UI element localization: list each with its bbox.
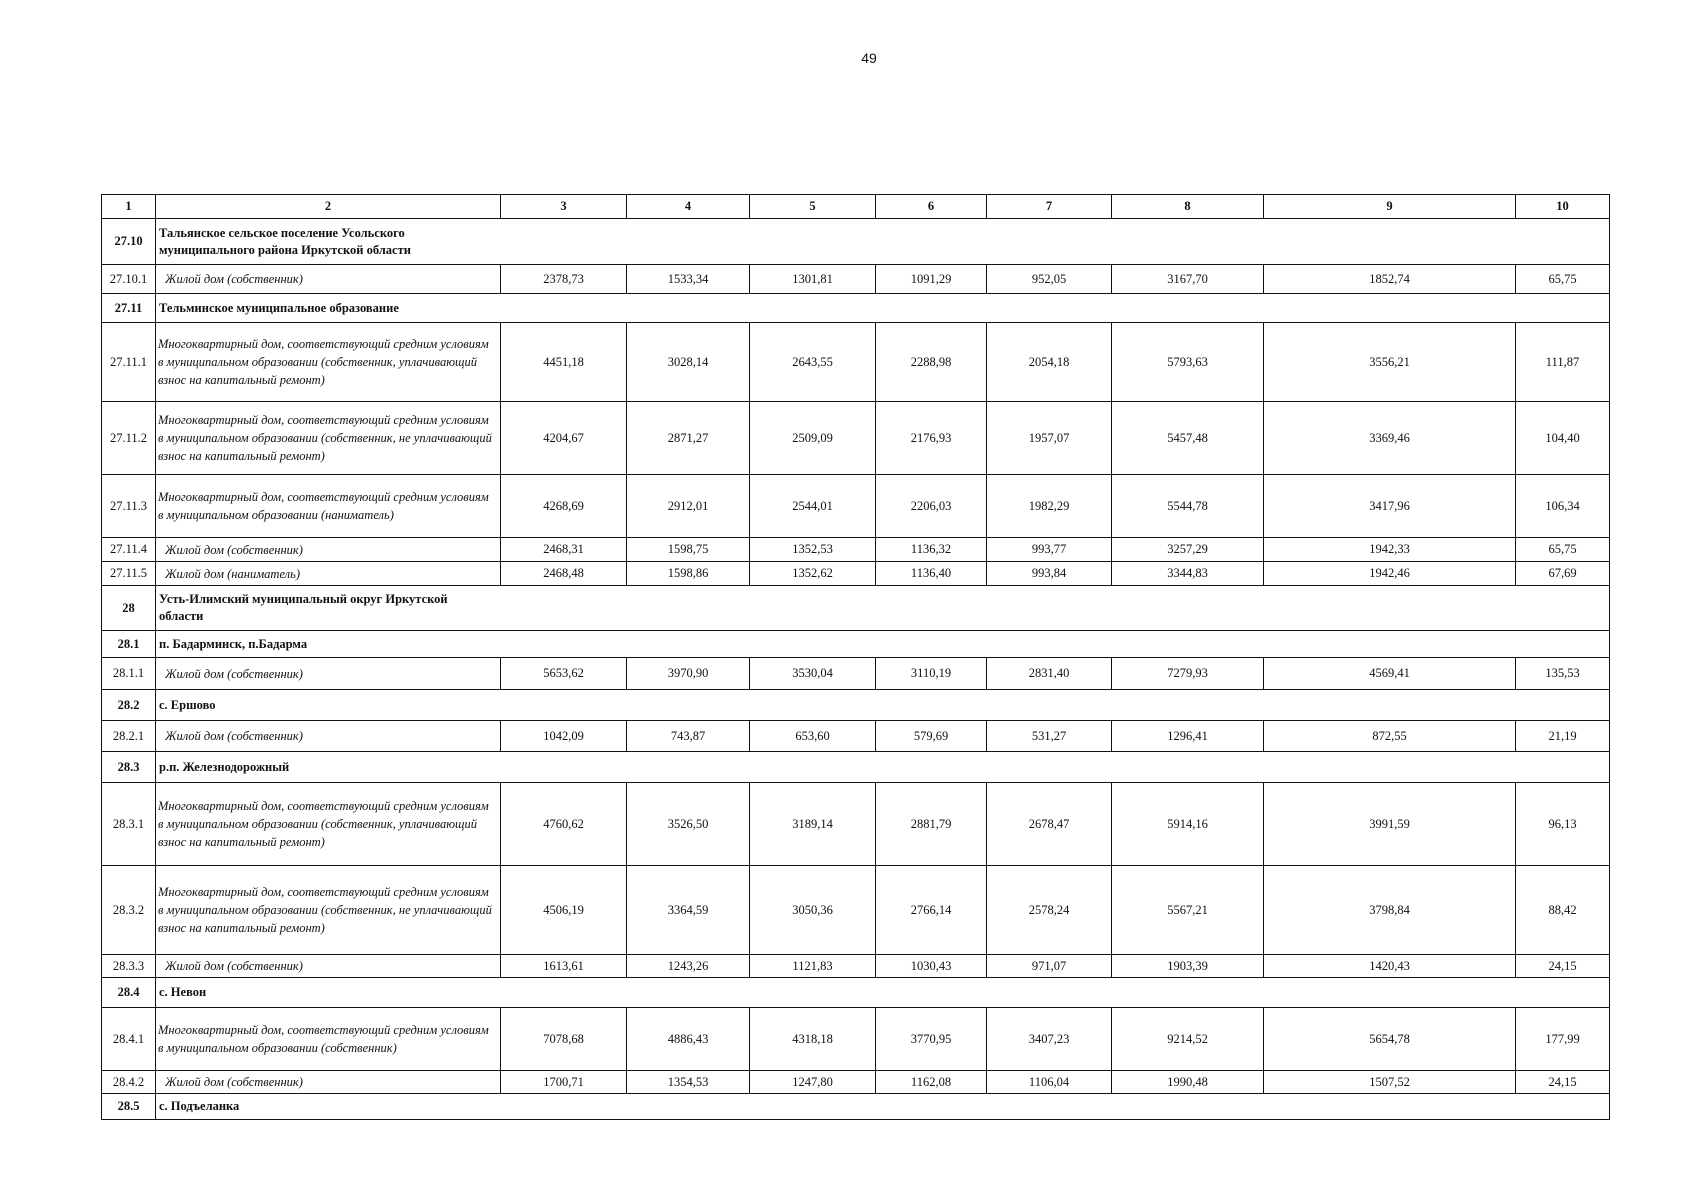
table-row	[102, 402, 1610, 475]
header-cell: 5	[750, 195, 876, 219]
row-code: 27.11.3	[102, 475, 156, 538]
value-cell-col-3: 5653,62	[501, 658, 627, 690]
value-cell-col-7: 993,84	[987, 562, 1112, 586]
value-cell-col-5: 1352,62	[750, 562, 876, 586]
section-row	[102, 690, 1610, 721]
value-cell-col-9: 1852,74	[1264, 265, 1516, 294]
value-cell-col-9: 872,55	[1264, 721, 1516, 752]
value-cell-col-5: 2643,55	[750, 323, 876, 402]
value-cell-col-3: 2468,31	[501, 538, 627, 562]
value-cell-col-5: 1352,53	[750, 538, 876, 562]
value-cell-col-5: 3530,04	[750, 658, 876, 690]
row-description: Жилой дом (собственник)	[156, 658, 501, 690]
value-cell-col-6: 1030,43	[876, 955, 987, 978]
value-cell-col-10: 65,75	[1516, 538, 1610, 562]
row-code: 28.3	[102, 752, 156, 783]
value-cell-col-9: 1942,46	[1264, 562, 1516, 586]
value-cell-col-4: 743,87	[627, 721, 750, 752]
header-cell: 8	[1112, 195, 1264, 219]
section-title: Усть-Илимский муниципальный округ Иркутской области	[159, 592, 448, 623]
table-row	[102, 1071, 1610, 1094]
table-row	[102, 866, 1610, 955]
value-cell-col-5: 3189,14	[750, 783, 876, 866]
value-cell-col-4: 1243,26	[627, 955, 750, 978]
value-cell-col-9: 1420,43	[1264, 955, 1516, 978]
value-cell-col-6: 1091,29	[876, 265, 987, 294]
value-cell-col-10: 106,34	[1516, 475, 1610, 538]
row-description: Жилой дом (собственник)	[156, 955, 501, 978]
header-cell: 7	[987, 195, 1112, 219]
value-cell-col-6: 3770,95	[876, 1008, 987, 1071]
value-cell-col-10: 21,19	[1516, 721, 1610, 752]
value-cell-col-4: 1533,34	[627, 265, 750, 294]
value-cell-col-8: 5544,78	[1112, 475, 1264, 538]
value-cell-col-7: 1982,29	[987, 475, 1112, 538]
value-cell-col-5: 3050,36	[750, 866, 876, 955]
value-cell-col-10: 177,99	[1516, 1008, 1610, 1071]
table-row	[102, 955, 1610, 978]
value-cell-col-8: 7279,93	[1112, 658, 1264, 690]
section-title-cell	[156, 586, 1610, 631]
value-cell-col-6: 579,69	[876, 721, 987, 752]
section-row	[102, 294, 1610, 323]
value-cell-col-5: 4318,18	[750, 1008, 876, 1071]
header-cell: 6	[876, 195, 987, 219]
section-title-cell	[156, 1094, 1610, 1120]
value-cell-col-6: 1136,40	[876, 562, 987, 586]
section-row	[102, 586, 1610, 631]
value-cell-col-8: 3167,70	[1112, 265, 1264, 294]
header-cell: 10	[1516, 195, 1610, 219]
value-cell-col-4: 2871,27	[627, 402, 750, 475]
value-cell-col-8: 9214,52	[1112, 1008, 1264, 1071]
value-cell-col-5: 1121,83	[750, 955, 876, 978]
header-cell: 1	[102, 195, 156, 219]
value-cell-col-7: 531,27	[987, 721, 1112, 752]
value-cell-col-10: 96,13	[1516, 783, 1610, 866]
value-cell-col-10: 88,42	[1516, 866, 1610, 955]
value-cell-col-9: 1942,33	[1264, 538, 1516, 562]
row-code: 28.3.2	[102, 866, 156, 955]
row-code: 28.4	[102, 978, 156, 1008]
row-code: 28.4.1	[102, 1008, 156, 1071]
row-description: Жилой дом (собственник)	[156, 538, 501, 562]
value-cell-col-8: 1296,41	[1112, 721, 1264, 752]
table-row	[102, 1008, 1610, 1071]
row-description: Многоквартирный дом, соответствующий средним условиям в муниципальном образовании (собственник, уплачивающий взнос на капитальный ремонт)	[156, 783, 501, 866]
value-cell-col-9: 3798,84	[1264, 866, 1516, 955]
value-cell-col-6: 2881,79	[876, 783, 987, 866]
value-cell-col-9: 3991,59	[1264, 783, 1516, 866]
value-cell-col-3: 4760,62	[501, 783, 627, 866]
value-cell-col-8: 3257,29	[1112, 538, 1264, 562]
value-cell-col-6: 2288,98	[876, 323, 987, 402]
value-cell-col-3: 2378,73	[501, 265, 627, 294]
value-cell-col-5: 653,60	[750, 721, 876, 752]
row-code: 27.10.1	[102, 265, 156, 294]
value-cell-col-4: 1354,53	[627, 1071, 750, 1094]
table-row	[102, 721, 1610, 752]
value-cell-col-10: 65,75	[1516, 265, 1610, 294]
row-code: 28	[102, 586, 156, 631]
value-cell-col-9: 4569,41	[1264, 658, 1516, 690]
value-cell-col-3: 1613,61	[501, 955, 627, 978]
value-cell-col-9: 3417,96	[1264, 475, 1516, 538]
section-title-cell	[156, 978, 1610, 1008]
row-description: Многоквартирный дом, соответствующий средним условиям в муниципальном образовании (собственник, уплачивающий взнос на капитальный ремонт)	[156, 323, 501, 402]
tariff-table	[101, 194, 1610, 1120]
section-title: Тельминское муниципальное образование	[159, 300, 399, 315]
value-cell-col-4: 4886,43	[627, 1008, 750, 1071]
value-cell-col-7: 952,05	[987, 265, 1112, 294]
value-cell-col-8: 5793,63	[1112, 323, 1264, 402]
table-body	[102, 195, 1610, 1120]
value-cell-col-7: 3407,23	[987, 1008, 1112, 1071]
section-row	[102, 1094, 1610, 1120]
value-cell-col-3: 4506,19	[501, 866, 627, 955]
section-title-cell	[156, 690, 1610, 721]
value-cell-col-5: 1247,80	[750, 1071, 876, 1094]
value-cell-col-6: 2176,93	[876, 402, 987, 475]
value-cell-col-10: 111,87	[1516, 323, 1610, 402]
row-code: 28.2.1	[102, 721, 156, 752]
section-row	[102, 631, 1610, 658]
row-code: 28.5	[102, 1094, 156, 1120]
section-title: с. Ершово	[159, 697, 216, 712]
row-code: 27.11.5	[102, 562, 156, 586]
table-row	[102, 538, 1610, 562]
page-number: 49	[861, 50, 877, 66]
value-cell-col-3: 2468,48	[501, 562, 627, 586]
section-row	[102, 978, 1610, 1008]
section-row	[102, 219, 1610, 265]
value-cell-col-3: 1042,09	[501, 721, 627, 752]
table-row	[102, 658, 1610, 690]
table-row	[102, 783, 1610, 866]
header-cell: 3	[501, 195, 627, 219]
section-title: с. Подъеланка	[159, 1099, 240, 1113]
value-cell-col-10: 135,53	[1516, 658, 1610, 690]
table-row	[102, 475, 1610, 538]
section-title-cell	[156, 219, 1610, 265]
row-description: Многоквартирный дом, соответствующий средним условиям в муниципальном образовании (собственник, не уплачивающий взнос на капитальный ремонт)	[156, 402, 501, 475]
row-description: Многоквартирный дом, соответствующий средним условиям в муниципальном образовании (собственник, не уплачивающий взнос на капитальный ремонт)	[156, 866, 501, 955]
value-cell-col-6: 1162,08	[876, 1071, 987, 1094]
row-code: 27.10	[102, 219, 156, 265]
row-description: Жилой дом (наниматель)	[156, 562, 501, 586]
row-code: 27.11	[102, 294, 156, 323]
table-row	[102, 562, 1610, 586]
value-cell-col-6: 1136,32	[876, 538, 987, 562]
row-code: 28.2	[102, 690, 156, 721]
row-description: Многоквартирный дом, соответствующий средним условиям в муниципальном образовании (наниматель)	[156, 475, 501, 538]
value-cell-col-4: 2912,01	[627, 475, 750, 538]
table-row	[102, 323, 1610, 402]
section-title-cell	[156, 631, 1610, 658]
section-title-cell	[156, 294, 1610, 323]
section-title-cell	[156, 752, 1610, 783]
value-cell-col-9: 3556,21	[1264, 323, 1516, 402]
value-cell-col-7: 2678,47	[987, 783, 1112, 866]
value-cell-col-9: 1507,52	[1264, 1071, 1516, 1094]
value-cell-col-8: 5567,21	[1112, 866, 1264, 955]
value-cell-col-5: 2509,09	[750, 402, 876, 475]
row-description: Жилой дом (собственник)	[156, 721, 501, 752]
value-cell-col-9: 5654,78	[1264, 1008, 1516, 1071]
row-code: 27.11.1	[102, 323, 156, 402]
row-description: Многоквартирный дом, соответствующий средним условиям в муниципальном образовании (собственник)	[156, 1008, 501, 1071]
section-title: р.п. Железнодорожный	[159, 759, 290, 774]
value-cell-col-7: 2578,24	[987, 866, 1112, 955]
value-cell-col-5: 2544,01	[750, 475, 876, 538]
header-cell: 9	[1264, 195, 1516, 219]
value-cell-col-8: 5457,48	[1112, 402, 1264, 475]
value-cell-col-3: 7078,68	[501, 1008, 627, 1071]
table-row	[102, 265, 1610, 294]
value-cell-col-4: 1598,86	[627, 562, 750, 586]
value-cell-col-8: 1903,39	[1112, 955, 1264, 978]
value-cell-col-4: 3526,50	[627, 783, 750, 866]
value-cell-col-3: 1700,71	[501, 1071, 627, 1094]
value-cell-col-9: 3369,46	[1264, 402, 1516, 475]
value-cell-col-7: 2831,40	[987, 658, 1112, 690]
value-cell-col-10: 67,69	[1516, 562, 1610, 586]
section-title: Тальянское сельское поселение Усольского муниципального района Иркутской области	[159, 225, 411, 257]
value-cell-col-10: 24,15	[1516, 1071, 1610, 1094]
value-cell-col-4: 3028,14	[627, 323, 750, 402]
value-cell-col-3: 4268,69	[501, 475, 627, 538]
row-description: Жилой дом (собственник)	[156, 265, 501, 294]
table-header-row	[102, 195, 1610, 219]
value-cell-col-6: 3110,19	[876, 658, 987, 690]
value-cell-col-7: 2054,18	[987, 323, 1112, 402]
value-cell-col-6: 2206,03	[876, 475, 987, 538]
section-row	[102, 752, 1610, 783]
value-cell-col-7: 971,07	[987, 955, 1112, 978]
row-code: 28.3.3	[102, 955, 156, 978]
value-cell-col-10: 24,15	[1516, 955, 1610, 978]
row-code: 27.11.4	[102, 538, 156, 562]
value-cell-col-10: 104,40	[1516, 402, 1610, 475]
header-cell: 2	[156, 195, 501, 219]
row-code: 28.1.1	[102, 658, 156, 690]
value-cell-col-3: 4204,67	[501, 402, 627, 475]
value-cell-col-7: 1106,04	[987, 1071, 1112, 1094]
value-cell-col-4: 3970,90	[627, 658, 750, 690]
value-cell-col-8: 1990,48	[1112, 1071, 1264, 1094]
header-cell: 4	[627, 195, 750, 219]
row-code: 28.4.2	[102, 1071, 156, 1094]
section-title: с. Невон	[159, 985, 207, 999]
value-cell-col-6: 2766,14	[876, 866, 987, 955]
value-cell-col-3: 4451,18	[501, 323, 627, 402]
row-code: 28.1	[102, 631, 156, 658]
value-cell-col-7: 993,77	[987, 538, 1112, 562]
row-code: 27.11.2	[102, 402, 156, 475]
value-cell-col-7: 1957,07	[987, 402, 1112, 475]
row-description: Жилой дом (собственник)	[156, 1071, 501, 1094]
value-cell-col-4: 3364,59	[627, 866, 750, 955]
row-code: 28.3.1	[102, 783, 156, 866]
value-cell-col-4: 1598,75	[627, 538, 750, 562]
section-title: п. Бадарминск, п.Бадарма	[159, 636, 308, 651]
value-cell-col-8: 5914,16	[1112, 783, 1264, 866]
value-cell-col-8: 3344,83	[1112, 562, 1264, 586]
value-cell-col-5: 1301,81	[750, 265, 876, 294]
